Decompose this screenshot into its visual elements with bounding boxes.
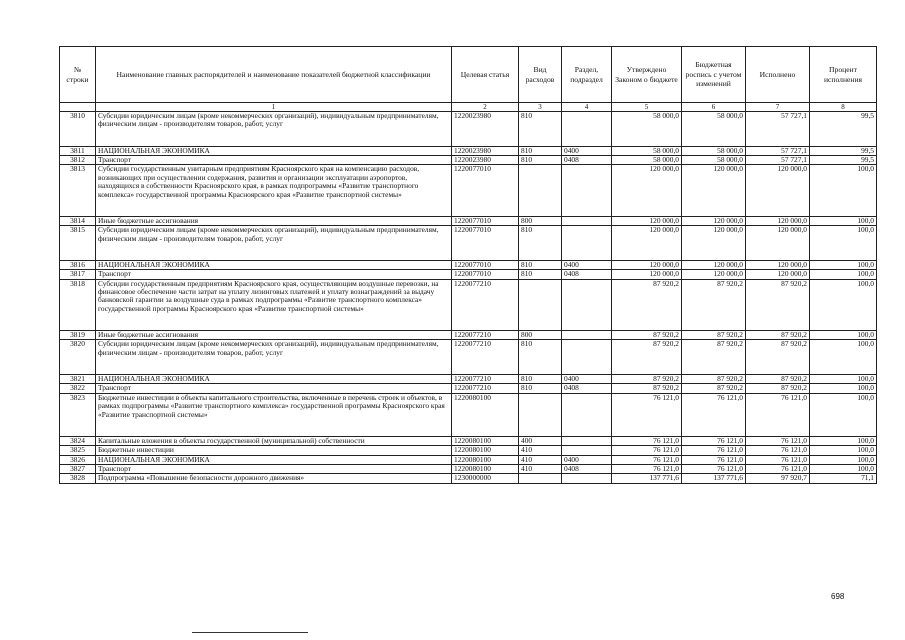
approved-cell: 76 121,0 <box>612 465 682 474</box>
row-number-cell: 3816 <box>60 260 96 269</box>
executed-cell: 76 121,0 <box>746 465 810 474</box>
expense-type-cell: 810 <box>519 260 562 269</box>
target-article-cell: 1220080100 <box>452 455 519 464</box>
column-number: 3 <box>519 103 562 112</box>
approved-cell: 87 920,2 <box>612 375 682 384</box>
budget-schedule-cell: 76 121,0 <box>682 455 746 464</box>
row-number-cell: 3820 <box>60 340 96 375</box>
executed-cell: 76 121,0 <box>746 393 810 436</box>
target-article-cell: 1220077010 <box>452 270 519 279</box>
executed-cell: 76 121,0 <box>746 455 810 464</box>
column-number: 4 <box>562 103 612 112</box>
percent-cell: 100,0 <box>810 465 877 474</box>
footer-rule <box>192 632 308 633</box>
approved-cell: 137 771,6 <box>612 474 682 483</box>
section-cell <box>562 226 612 261</box>
name-cell: Субсидии юридическим лицам (кроме некоммерческих организаций), индивидуальным предпринимателям, физическим лицам - производителям товаров, работ, услуг <box>96 226 452 261</box>
budget-schedule-cell: 87 920,2 <box>682 375 746 384</box>
expense-type-cell: 400 <box>519 436 562 445</box>
section-cell: 0408 <box>562 384 612 393</box>
approved-cell: 58 000,0 <box>612 156 682 165</box>
expense-type-cell: 810 <box>519 156 562 165</box>
target-article-cell: 1220077010 <box>452 216 519 225</box>
name-cell: Транспорт <box>96 156 452 165</box>
section-cell: 0400 <box>562 455 612 464</box>
section-cell <box>562 446 612 455</box>
row-number-cell: 3813 <box>60 165 96 216</box>
executed-cell: 120 000,0 <box>746 260 810 269</box>
name-cell: Транспорт <box>96 270 452 279</box>
executed-cell: 120 000,0 <box>746 165 810 216</box>
budget-schedule-cell: 58 000,0 <box>682 146 746 155</box>
executed-cell: 97 920,7 <box>746 474 810 483</box>
name-cell: Транспорт <box>96 465 452 474</box>
name-cell: Капитальные вложения в объекты государственной (муниципальной) собственности <box>96 436 452 445</box>
section-cell <box>562 165 612 216</box>
expense-type-cell <box>519 393 562 436</box>
target-article-cell: 1220080100 <box>452 465 519 474</box>
col-header-percent: Процент исполнения <box>810 47 877 103</box>
percent-cell: 100,0 <box>810 446 877 455</box>
percent-cell: 100,0 <box>810 226 877 261</box>
page-number: 698 <box>831 592 845 601</box>
target-article-cell: 1220077210 <box>452 340 519 375</box>
approved-cell: 76 121,0 <box>612 446 682 455</box>
percent-cell: 100,0 <box>810 393 877 436</box>
executed-cell: 120 000,0 <box>746 226 810 261</box>
percent-cell: 100,0 <box>810 216 877 225</box>
table-row <box>60 446 877 455</box>
executed-cell: 57 727,1 <box>746 112 810 147</box>
row-number-cell: 3825 <box>60 446 96 455</box>
section-cell: 0408 <box>562 156 612 165</box>
approved-cell: 120 000,0 <box>612 216 682 225</box>
row-number-cell: 3819 <box>60 331 96 340</box>
approved-cell: 76 121,0 <box>612 393 682 436</box>
budget-schedule-cell: 76 121,0 <box>682 436 746 445</box>
executed-cell: 76 121,0 <box>746 446 810 455</box>
name-cell: НАЦИОНАЛЬНАЯ ЭКОНОМИКА <box>96 375 452 384</box>
name-cell: Субсидии государственным предприятиям Красноярского края, осуществляющим воздушные перевозки, на финансовое обеспечение части затрат на уплату лизинговых платежей и уплату вознаграждений за выдачу банковской гарантии за воздушные суда в рамках подпрограммы «Развитие транспортного комплекса» государственной программы Красноярского края «Развитие транспортной системы» <box>96 279 452 330</box>
column-number: 6 <box>682 103 746 112</box>
table-row <box>60 112 877 147</box>
col-header-budget-schedule: Бюджетная роспись с учетом изменений <box>682 47 746 103</box>
approved-cell: 76 121,0 <box>612 455 682 464</box>
budget-execution-table <box>59 46 877 484</box>
budget-schedule-cell: 87 920,2 <box>682 340 746 375</box>
name-cell: Транспорт <box>96 384 452 393</box>
expense-type-cell: 800 <box>519 216 562 225</box>
budget-schedule-cell: 120 000,0 <box>682 226 746 261</box>
expense-type-cell: 410 <box>519 465 562 474</box>
target-article-cell: 1220080100 <box>452 393 519 436</box>
section-cell <box>562 436 612 445</box>
section-cell <box>562 112 612 147</box>
name-cell: Иные бюджетные ассигнования <box>96 331 452 340</box>
expense-type-cell: 410 <box>519 446 562 455</box>
name-cell: Подпрограмма «Повышение безопасности дорожного движения» <box>96 474 452 483</box>
name-cell: Субсидии юридическим лицам (кроме некоммерческих организаций), индивидуальным предпринимателям, физическим лицам - производителям товаров, работ, услуг <box>96 112 452 147</box>
table-row <box>60 340 877 375</box>
target-article-cell: 1220077210 <box>452 384 519 393</box>
section-cell <box>562 474 612 483</box>
target-article-cell: 1230000000 <box>452 474 519 483</box>
expense-type-cell: 410 <box>519 455 562 464</box>
section-cell: 0408 <box>562 465 612 474</box>
row-number-cell: 3824 <box>60 436 96 445</box>
executed-cell: 120 000,0 <box>746 216 810 225</box>
col-header-executed: Исполнено <box>746 47 810 103</box>
target-article-cell: 1220023980 <box>452 146 519 155</box>
budget-schedule-cell: 120 000,0 <box>682 165 746 216</box>
target-article-cell: 1220077210 <box>452 375 519 384</box>
table-row <box>60 474 877 483</box>
approved-cell: 120 000,0 <box>612 226 682 261</box>
budget-schedule-cell: 76 121,0 <box>682 465 746 474</box>
table-row <box>60 384 877 393</box>
row-number-cell: 3818 <box>60 279 96 330</box>
percent-cell: 99,5 <box>810 156 877 165</box>
section-cell <box>562 216 612 225</box>
budget-schedule-cell: 87 920,2 <box>682 384 746 393</box>
section-cell: 0400 <box>562 260 612 269</box>
col-header-target-article: Целевая статья <box>452 47 519 103</box>
row-number-cell: 3827 <box>60 465 96 474</box>
col-header-section: Раздел, подраздел <box>562 47 612 103</box>
target-article-cell: 1220077210 <box>452 331 519 340</box>
percent-cell: 100,0 <box>810 270 877 279</box>
executed-cell: 87 920,2 <box>746 375 810 384</box>
expense-type-cell: 810 <box>519 112 562 147</box>
table-row <box>60 270 877 279</box>
budget-schedule-cell: 58 000,0 <box>682 112 746 147</box>
column-number: 8 <box>810 103 877 112</box>
approved-cell: 76 121,0 <box>612 436 682 445</box>
table-row <box>60 226 877 261</box>
expense-type-cell: 810 <box>519 146 562 155</box>
row-number-cell: 3828 <box>60 474 96 483</box>
col-header-row-number: № строки <box>60 47 96 103</box>
row-number-cell: 3822 <box>60 384 96 393</box>
percent-cell: 100,0 <box>810 331 877 340</box>
budget-schedule-cell: 120 000,0 <box>682 216 746 225</box>
col-header-expense-type: Вид расходов <box>519 47 562 103</box>
row-number-cell: 3810 <box>60 112 96 147</box>
budget-schedule-cell: 76 121,0 <box>682 393 746 436</box>
col-header-approved: Утверждено Законом о бюджете <box>612 47 682 103</box>
section-cell: 0400 <box>562 375 612 384</box>
column-number: 1 <box>96 103 452 112</box>
section-cell <box>562 279 612 330</box>
executed-cell: 120 000,0 <box>746 270 810 279</box>
row-number-cell: 3826 <box>60 455 96 464</box>
expense-type-cell <box>519 165 562 216</box>
approved-cell: 58 000,0 <box>612 146 682 155</box>
name-cell: НАЦИОНАЛЬНАЯ ЭКОНОМИКА <box>96 455 452 464</box>
name-cell: Иные бюджетные ассигнования <box>96 216 452 225</box>
approved-cell: 87 920,2 <box>612 340 682 375</box>
percent-cell: 100,0 <box>810 340 877 375</box>
section-cell <box>562 340 612 375</box>
target-article-cell: 1220023980 <box>452 112 519 147</box>
target-article-cell: 1220077010 <box>452 260 519 269</box>
expense-type-cell: 810 <box>519 270 562 279</box>
executed-cell: 57 727,1 <box>746 156 810 165</box>
executed-cell: 87 920,2 <box>746 331 810 340</box>
target-article-cell: 1220023980 <box>452 156 519 165</box>
executed-cell: 76 121,0 <box>746 436 810 445</box>
table-row <box>60 279 877 330</box>
table-row <box>60 165 877 216</box>
section-cell <box>562 331 612 340</box>
expense-type-cell: 800 <box>519 331 562 340</box>
row-number-cell: 3815 <box>60 226 96 261</box>
section-cell: 0400 <box>562 146 612 155</box>
percent-cell: 99,5 <box>810 146 877 155</box>
approved-cell: 58 000,0 <box>612 112 682 147</box>
expense-type-cell <box>519 474 562 483</box>
approved-cell: 87 920,2 <box>612 384 682 393</box>
row-number-cell: 3814 <box>60 216 96 225</box>
executed-cell: 87 920,2 <box>746 340 810 375</box>
percent-cell: 100,0 <box>810 279 877 330</box>
target-article-cell: 1220077010 <box>452 226 519 261</box>
percent-cell: 100,0 <box>810 375 877 384</box>
approved-cell: 87 920,2 <box>612 279 682 330</box>
budget-schedule-cell: 76 121,0 <box>682 446 746 455</box>
approved-cell: 87 920,2 <box>612 331 682 340</box>
percent-cell: 100,0 <box>810 436 877 445</box>
percent-cell: 99,5 <box>810 112 877 147</box>
row-number-cell: 3821 <box>60 375 96 384</box>
name-cell: НАЦИОНАЛЬНАЯ ЭКОНОМИКА <box>96 260 452 269</box>
expense-type-cell: 810 <box>519 226 562 261</box>
budget-schedule-cell: 120 000,0 <box>682 260 746 269</box>
executed-cell: 87 920,2 <box>746 279 810 330</box>
expense-type-cell: 810 <box>519 340 562 375</box>
executed-cell: 87 920,2 <box>746 384 810 393</box>
name-cell: Субсидии юридическим лицам (кроме некоммерческих организаций), индивидуальным предпринимателям, физическим лицам - производителям товаров, работ, услуг <box>96 340 452 375</box>
name-cell: Субсидии государственным унитарным предприятиям Красноярского края на компенсацию расходов, возникающих при осуществлении содержания, развития и организации эксплуатации аэропортов, находящихся в собственности Красноярского края, в рамках подпрограммы «Развитие транспортного комплекса» государственной программы Красноярского края «Развитие транспортной системы» <box>96 165 452 216</box>
percent-cell: 100,0 <box>810 260 877 269</box>
target-article-cell: 1220077210 <box>452 279 519 330</box>
expense-type-cell: 810 <box>519 384 562 393</box>
table-row <box>60 393 877 436</box>
row-number-cell: 3812 <box>60 156 96 165</box>
percent-cell: 100,0 <box>810 165 877 216</box>
target-article-cell: 1220077010 <box>452 165 519 216</box>
budget-schedule-cell: 58 000,0 <box>682 156 746 165</box>
budget-schedule-cell: 137 771,6 <box>682 474 746 483</box>
name-cell: Бюджетные инвестиции в объекты капитального строительства, включенные в перечень строек и объектов, в рамках подпрограммы «Развитие транспортного комплекса» государственной программы Красноярского края «Развитие транспортной системы» <box>96 393 452 436</box>
column-number: 7 <box>746 103 810 112</box>
target-article-cell: 1220080100 <box>452 446 519 455</box>
budget-schedule-cell: 87 920,2 <box>682 331 746 340</box>
expense-type-cell: 810 <box>519 375 562 384</box>
column-number: 5 <box>612 103 682 112</box>
expense-type-cell <box>519 279 562 330</box>
budget-schedule-cell: 120 000,0 <box>682 270 746 279</box>
percent-cell: 100,0 <box>810 455 877 464</box>
section-cell <box>562 393 612 436</box>
section-cell: 0408 <box>562 270 612 279</box>
col-header-name: Наименование главных распорядителей и наименование показателей бюджетной классификации <box>96 47 452 103</box>
approved-cell: 120 000,0 <box>612 165 682 216</box>
name-cell: НАЦИОНАЛЬНАЯ ЭКОНОМИКА <box>96 146 452 155</box>
column-number: 2 <box>452 103 519 112</box>
percent-cell: 71,1 <box>810 474 877 483</box>
row-number-cell: 3823 <box>60 393 96 436</box>
name-cell: Бюджетные инвестиции <box>96 446 452 455</box>
table-header-row <box>60 47 877 103</box>
target-article-cell: 1220080100 <box>452 436 519 445</box>
approved-cell: 120 000,0 <box>612 270 682 279</box>
approved-cell: 120 000,0 <box>612 260 682 269</box>
row-number-cell: 3817 <box>60 270 96 279</box>
executed-cell: 57 727,1 <box>746 146 810 155</box>
row-number-cell: 3811 <box>60 146 96 155</box>
budget-schedule-cell: 87 920,2 <box>682 279 746 330</box>
percent-cell: 100,0 <box>810 384 877 393</box>
